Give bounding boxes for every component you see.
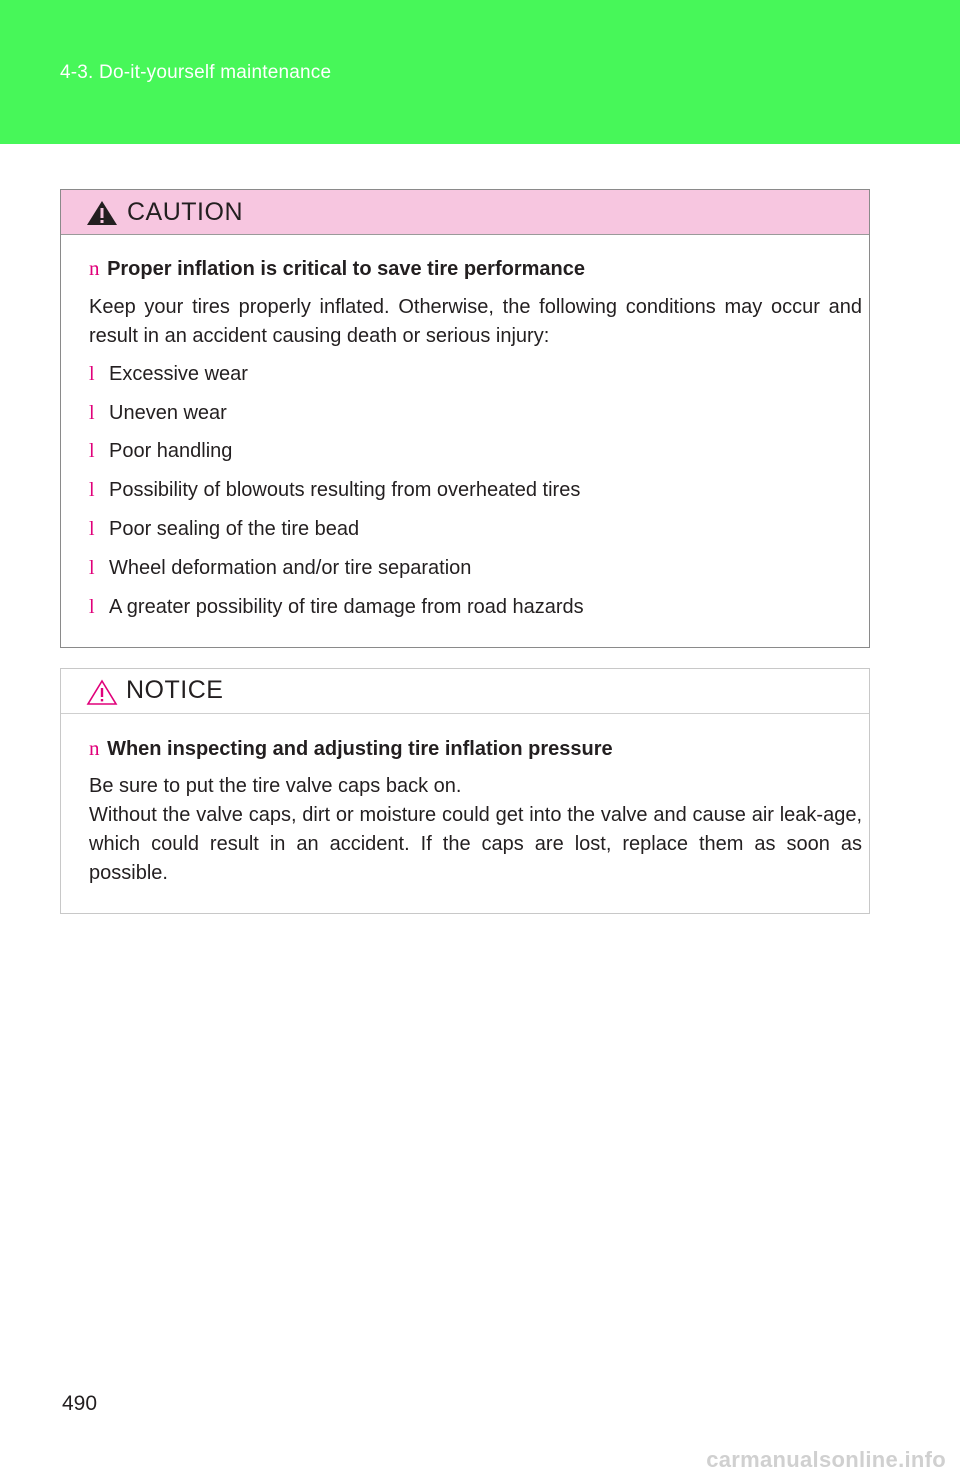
notice-header (61, 669, 869, 714)
list-item-text: Possibility of blowouts resulting from overheated tires (109, 479, 581, 501)
notice-paragraph-1: Be sure to put the tire valve caps back on. (89, 775, 462, 797)
list-item (89, 440, 232, 463)
subheading-bullet: n (89, 736, 100, 760)
caution-header (61, 190, 869, 235)
caution-subheading-text: Proper inflation is critical to save tire performance (107, 258, 585, 280)
list-item-text: Excessive wear (109, 363, 248, 385)
list-bullet: l (89, 479, 95, 501)
warning-triangle-outline-icon (85, 678, 119, 706)
list-bullet: l (89, 557, 95, 579)
section-label: 4-3. Do-it-yourself maintenance (60, 62, 332, 83)
caution-subheading (89, 256, 585, 281)
list-item (89, 363, 248, 386)
list-item-text: Uneven wear (109, 402, 227, 424)
notice-subheading (89, 736, 613, 761)
notice-paragraph-2: Without the valve caps, dirt or moisture could get into the valve and cause air leak-age, which could result in an accident. If the caps are lost, replace them as soon as possible. (89, 804, 862, 884)
list-item-text: A greater possibility of tire damage from road hazards (109, 596, 584, 618)
watermark[interactable]: carmanualsonline.info (706, 1447, 946, 1472)
caution-paragraph: Keep your tires properly inflated. Otherwise, the following conditions may occur and result in an accident causing death or serious injury: (89, 296, 862, 347)
list-bullet: l (89, 440, 95, 462)
list-item (89, 479, 580, 502)
list-item (89, 557, 471, 580)
list-bullet: l (89, 518, 95, 540)
list-item-text: Wheel deformation and/or tire separation (109, 557, 472, 579)
page-number: 490 (62, 1392, 98, 1415)
header-band (0, 0, 960, 144)
notice-box (60, 668, 870, 914)
list-bullet: l (89, 596, 95, 618)
notice-subheading-text: When inspecting and adjusting tire inflation pressure (107, 738, 613, 760)
caution-title: CAUTION (127, 198, 243, 226)
list-item-text: Poor sealing of the tire bead (109, 518, 360, 540)
notice-title: NOTICE (126, 676, 224, 704)
list-item (89, 402, 227, 425)
list-item (89, 518, 359, 541)
list-bullet: l (89, 402, 95, 424)
list-item-text: Poor handling (109, 440, 233, 462)
caution-box (60, 189, 870, 648)
list-bullet: l (89, 363, 95, 385)
subheading-bullet: n (89, 256, 100, 280)
list-item (89, 596, 584, 619)
warning-triangle-filled-icon (85, 199, 119, 227)
